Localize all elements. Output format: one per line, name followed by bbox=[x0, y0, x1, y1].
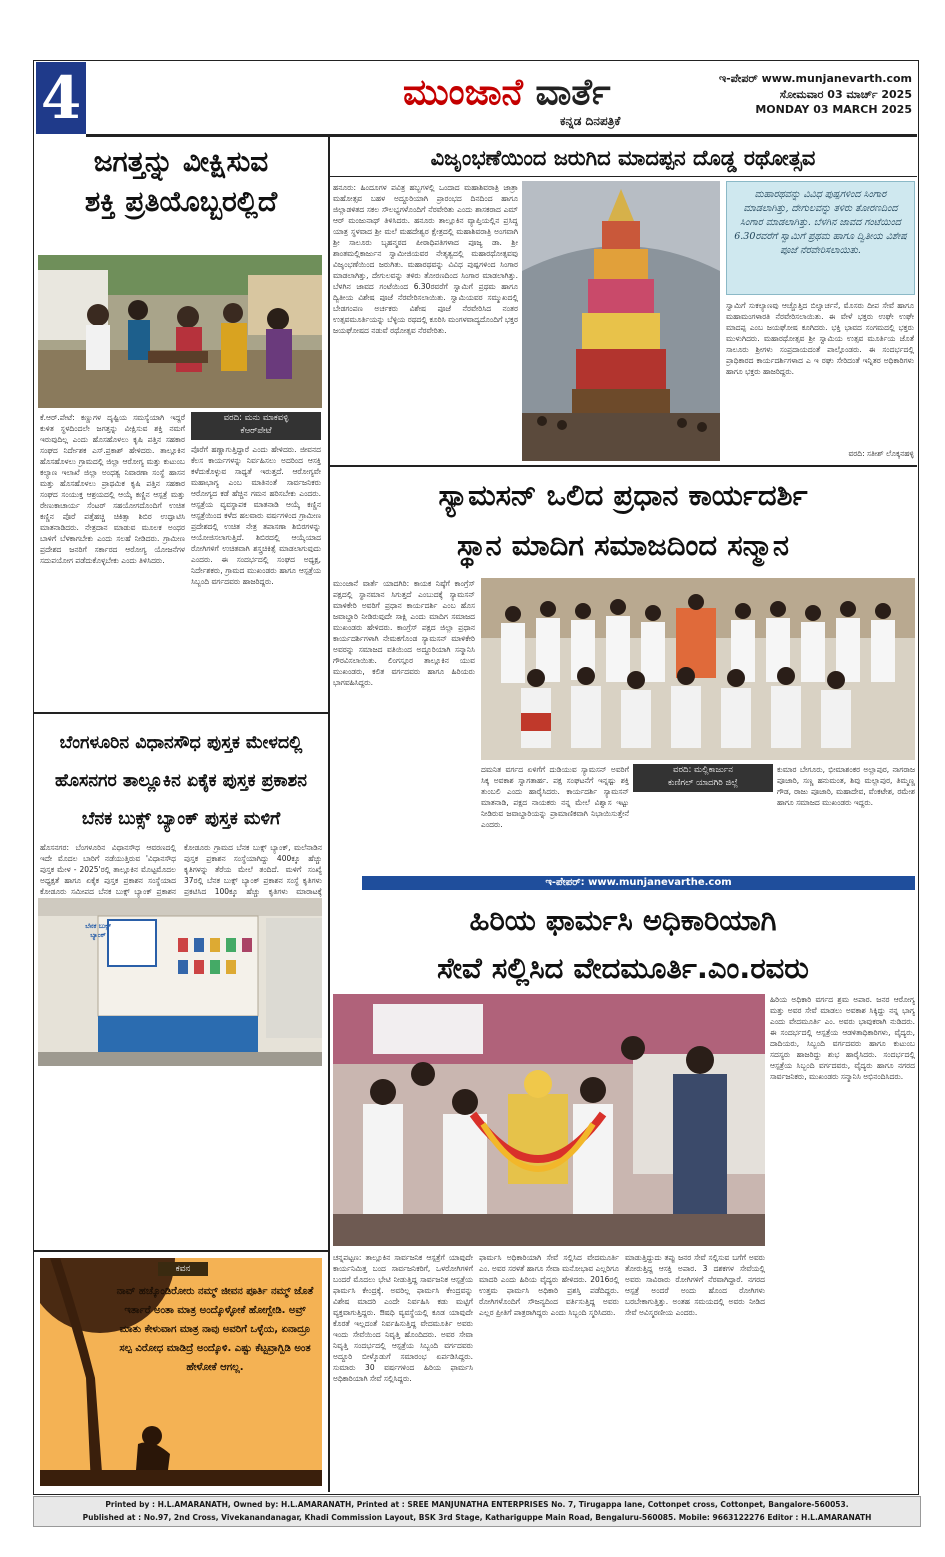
article5-headline bbox=[333, 896, 913, 992]
article5-text-col3: ಮಾಡುತ್ತಿದ್ದುದು ತಪ್ಪು ಜನರ ಸೇವೆ ಸಲ್ಲಿಸುವ ಬಗೆಗೆ ಅವರು ತೋರುತ್ತಿದ್ದ ಆಸಕ್ತಿ ಅಪಾರ. 3 ದಶಕಗಳ ಸೇವೆಯಲ್ಲಿ ಅವರು ಸಾವಿರಾರು ರೋಗಿಗಳಿಗೆ ನೆರವಾಗಿದ್ದಾರೆ. ನಗರದ ಆಸ್ಪತ್ರೆ ಅಂದರೆ ಅಂದು ಹೊಂದ ರೋಗಿಗಳು ಬರಬೇಕಾಗುತ್ತಿತ್ತು. ಅಂತಹ ಸಮಯದಲ್ಲಿ ಅವರು ನೀಡಿದ ಸೇವೆ ಅವಿಸ್ಮರಣೀಯ ಎಂದರು. bbox=[625, 1253, 765, 1317]
felicitation-photo bbox=[481, 578, 915, 760]
article2-headline-rule bbox=[330, 176, 917, 177]
eye-camp-photo bbox=[38, 255, 322, 408]
article3-headline bbox=[333, 470, 913, 570]
article4-text-col1: ಹೊಸನಗರ: ಬೆಂಗಳೂರಿನ ವಿಧಾನಸೌಧ ಆವರಣದಲ್ಲಿ ಇದೇ ಮೊದಲ ಬಾರಿಗೆ ನಡೆಯುತ್ತಿರುವ 'ವಿಧಾನಸೌಧ ಪುಸ್ತಕ ಮೇಳ - 2025'ರಲ್ಲಿ ತಾಲ್ಲೂಕಿನ ಮೊಟ್ಟಮೊದಲ ಅಧ್ಯಕ್ಷತೆ ಹಾಗೂ ಏಕೈಕ ಪುಸ್ತಕ ಪ್ರಕಾಶನ ಸಂಸ್ಥೆಯಾದ ಕೋಡೂರು ಸಮೀಪದ ಬೆನಕ ಬುಕ್ಸ್ ಬ್ಯಾಂಕ್ ಪ್ರಕಾಶನ bbox=[40, 843, 176, 896]
column-divider bbox=[328, 137, 330, 1492]
article5-headline-line2: ಸೇವೆ ಸಲ್ಲಿಸಿದ ವೇದಮೂರ್ತಿ.ಎಂ.ರವರು bbox=[437, 951, 809, 985]
article4-text-col2-cont bbox=[184, 1070, 322, 1246]
article3-byline bbox=[633, 764, 773, 792]
article3-text-col1: ಮುಂಜಾನೆ ವಾರ್ತೆ ಯಾದಗಿರಿ: ಕಾಯಕ ನಿಷ್ಠೆಗೆ ಕಾಂಗ್ರೆಸ್ ಪಕ್ಷದಲ್ಲಿ ಸ್ಥಾನಮಾನ ಸಿಗುತ್ತದೆ ಎಂಬುದಕ್ಕೆ ಸ್ಯಾಮಸನ್ ಮಾಳಿಕೇರಿ ಅವರಿಗೆ ಪ್ರಧಾನ ಕಾರ್ಯದರ್ಶಿ ಎಂಬ ಹೊಸ ಜವಾಬ್ದಾರಿ ನೀಡಿರುವುದೇ ಸಾಕ್ಷಿ ಎಂದು ಮಾದಿಗ ಸಮಾಜದ ಮುಖಂಡರು ಹೇಳಿದರು. ಕಾಂಗ್ರೆಸ್ ಪಕ್ಷದ ಜಿಲ್ಲಾ ಪ್ರಧಾನ ಕಾರ್ಯದರ್ಶಿಗಳಾಗಿ ನೇಮಕಗೊಂಡ ಸ್ಯಾಮಸನ್ ಮಾಳಿಕೇರಿ ಅವರನ್ನು ಸಮಾಜದ ವತಿಯಿಂದ ಅದ್ದೂರಿಯಾಗಿ ಸನ್ಮಾನಿಸಿ ಗೌರವಿಸಲಾಯಿತು. ಲಿಂಗಸ್ಗೂರ ತಾಲ್ಲೂಕಿನ ಯುವ ಮುಖಂಡರು, ಕಲಿತ ವರ್ಗದವರು ಹಾಗೂ ಹಿರಿಯರು ಭಾಗವಹಿಸಿದ್ದರು. bbox=[333, 579, 475, 687]
retirement-photo bbox=[333, 994, 765, 1246]
article2-bottom-rule bbox=[330, 465, 917, 467]
article3-byline-name: ವರದಿ: ಮಲ್ಲಿಕಾರ್ಜುನ bbox=[673, 765, 733, 775]
article4-text-col2: ಕೋಡೂರು ಗ್ರಾಮದ ಬೆನಕ ಬುಕ್ಸ್ ಬ್ಯಾಂಕ್, ಮಲೆನಾಡಿನ ಪುಸ್ತಕ ಪ್ರಕಾಶನ ಸಂಸ್ಥೆಯಾಗಿದ್ದು 400ಕ್ಕೂ ಹೆಚ್ಚು ಕೃತಿಗಳನ್ನು ತೆರೆಯ ಮೇಲೆ ತಂದಿದೆ. ಮಳಿಗೆ ಸಂಖ್ಯೆ 37ರಲ್ಲಿ ಬೆನಕ ಬುಕ್ಸ್ ಬ್ಯಾಂಕ್ ಪ್ರಕಾಶನ ಸಂಸ್ಥೆ ಕೃತಿಗಳು ಪ್ರಕಟಿಸಿದ 100ಕ್ಕೂ ಹೆಚ್ಚು ಕೃತಿಗಳು ಮಾರಾಟಕ್ಕೆ bbox=[184, 843, 322, 896]
article1-bottom-rule bbox=[33, 712, 328, 714]
article5-text-col1: ಚನ್ನಪಟ್ಟಣ: ತಾಲ್ಲೂಕಿನ ಸಾರ್ವಜನಿಕ ಆಸ್ಪತ್ರೆಗೆ ಯಾವುದೇ ಕಾರ್ಯನಿಮಿತ್ತ ಬಂದ ಸಾರ್ವಜನಿಕರಿಗೆ, ಒಳರೋಗಿಗಳಿಗೆ ಬಂದರೆ ಮೊದಲು ಭೇಟಿ ನೀಡುತ್ತಿದ್ದ ಸಾರ್ವಜನಿಕ ಆಸ್ಪತ್ರೆಯ ಫಾರ್ಮಸಿ ಕೇಂದ್ರಕ್ಕೆ. ಅವರಿಲ್ಲ ಫಾರ್ಮಸಿ ಕೇಂದ್ರವನ್ನು ವಿಶೇಷ ಮಾದರಿ ಎಂದೇ ನಿರ್ವಹಿಸಿ ಕಡು ಮಟ್ಟಿಗೆ ವ್ಯಕ್ತವಾಗುತ್ತಿದ್ದರು. ಔಷಧಿ ವ್ಯವಸ್ಥೆಯಲ್ಲಿ ಕೂಡ ಯಾವುದೇ ಕೊರತೆ ಇಲ್ಲದಂತೆ ನಿರ್ವಹಿಸುತ್ತಿದ್ದ ವೇದಮೂರ್ತಿ ಅವರು ಇಂದು ಸೇವೆಯಿಂದ ನಿವೃತ್ತಿ ಹೊಂದಿದರು. ಅವರ ಸೇವಾ ನಿವೃತ್ತಿ ಸಂದರ್ಭದಲ್ಲಿ ಆಸ್ಪತ್ರೆಯ ಸಿಬ್ಬಂದಿ ವರ್ಗದವರು ಅದ್ದೂರಿ ಬೀಳ್ಕೊಡುಗೆ ಸಮಾರಂಭ ಏರ್ಪಡಿಸಿದ್ದರು. ಸುಮಾರು 30 ವರ್ಷಗಳಿಂದ ಹಿರಿಯ ಫಾರ್ಮಸಿ ಅಧಿಕಾರಿಯಾಗಿ ಸೇವೆ ಸಲ್ಲಿಸಿದ್ದರು. bbox=[333, 1253, 473, 1383]
article4-bottom-rule bbox=[33, 1250, 328, 1252]
article5-text-col2: ಫಾರ್ಮಸಿ ಅಧಿಕಾರಿಯಾಗಿ ಸೇವೆ ಸಲ್ಲಿಸಿದ ವೇದಮೂರ್ತಿ ಎಂ. ಅವರ ಸರಳತೆ ಹಾಗೂ ಸೇವಾ ಮನೋಭಾವ ಎಲ್ಲರಿಗೂ ಮಾದರಿ ಎಂದು ಹಿರಿಯ ವೈದ್ಯರು ಹೇಳಿದರು. 2016ರಲ್ಲಿ ಉತ್ತಮ ಫಾರ್ಮಸಿ ಅಧಿಕಾರಿ ಪ್ರಶಸ್ತಿ ಪಡೆದಿದ್ದರು. ರೋಗಿಗಳೊಂದಿಗೆ ಸೌಜನ್ಯದಿಂದ ವರ್ತಿಸುತ್ತಿದ್ದ ಅವರು ಎಲ್ಲರ ಪ್ರೀತಿಗೆ ಪಾತ್ರರಾಗಿದ್ದರು ಎಂದು ಸಿಬ್ಬಂದಿ ಸ್ಮರಿಸಿದರು. bbox=[479, 1253, 619, 1317]
article3-byline-place: ಕುಣಿಗಲ್ ಯಾದಗಿರಿ ಜಿಲ್ಲೆ bbox=[667, 778, 739, 788]
article1-text-col2: ಪೊರೆಗೆ ಹಣ್ಣಾಗುತ್ತಿದ್ದಾರೆ ಎಂದು ಹೇಳಿದರು. ಜೀವನದ ಕೆಲಸ ಕಾರ್ಯಗಳನ್ನು ನಿರ್ವಹಿಸಲು ಅದರಿಂದ ಆಸಕ್ತಿ ಕಳೆದುಕೊಳ್ಳುವ ಸಾಧ್ಯತೆ ಇರುತ್ತದೆ. ಆರೋಗ್ಯವೇ ಮಹಾಭಾಗ್ಯ ಎಂಬ ಮಾತಿನಂತೆ ಸಾರ್ವಜನಿಕರು ಆರೋಗ್ಯದ ಕಡೆ ಹೆಚ್ಚಿನ ಗಮನ ಹರಿಸಬೇಕು ಎಂದರು. ಆಸ್ಪತ್ರೆಯ ವ್ಯವಸ್ಥಾಪಕ ಮಾತನಾಡಿ ಆಯ್ಕೆ ಕಣ್ಣಿನ ಆಸ್ಪತ್ರೆಯಿಂದ ಕಳೆದ ಹಲವಾರು ವರ್ಷಗಳಿಂದ ಗ್ರಾಮೀಣ ಪ್ರದೇಶದಲ್ಲಿ ಉಚಿತ ನೇತ್ರ ತಪಾಸಣಾ ಶಿಬಿರಗಳನ್ನು ಆಯೋಜಿಸಲಾಗುತ್ತಿದೆ. ಶಿಬಿರದಲ್ಲಿ ಆಯ್ಕೆಯಾದ ರೋಗಿಗಳಿಗೆ ಉಚಿತವಾಗಿ ಶಸ್ತ್ರಚಿಕಿತ್ಸೆ ಮಾಡಲಾಗುವುದು ಎಂದರು. ಈ ಸಂದರ್ಭದಲ್ಲಿ ಸಂಘದ ಅಧ್ಯಕ್ಷ, ನಿರ್ದೇಶಕರು, ಗ್ರಾಮದ ಮುಖಂಡರು ಹಾಗೂ ಆಸ್ಪತ್ರೆಯ ಸಿಬ್ಬಂದಿ ವರ್ಗದವರು ಹಾಜರಿದ್ದರು. bbox=[191, 445, 321, 586]
article3-headline-line1: ಸ್ಯಾಮಸನ್ ಒಲಿದ ಪ್ರಧಾನ ಕಾರ್ಯದರ್ಶಿ bbox=[438, 478, 808, 512]
epaper-bar: ಇ-ಪೇಪರ್: www.munjanevarthe.com bbox=[362, 876, 915, 890]
masthead-subtitle: ಕನ್ನಡ ದಿನಪತ್ರಿಕೆ bbox=[560, 114, 621, 128]
article4-headline-line1: ಬೆಂಗಳೂರಿನ ವಿಧಾನಸೌಧ ಪುಸ್ತಕ ಮೇಳದಲ್ಲಿ bbox=[59, 733, 303, 753]
book-stall-sign: ಬೆನಕ ಬುಕ್ಸ್ ಬ್ಯಾಂಕ್ bbox=[85, 922, 111, 939]
article4-headline-line2: ಹೊಸನಗರ ತಾಲ್ಲೂಕಿನ ಏಕೈಕ ಪುಸ್ತಕ ಪ್ರಕಾಶನ bbox=[55, 771, 307, 791]
article1-byline-name: ವರದಿ: ಮನು ಮಾಕವಳ್ಳಿ bbox=[223, 413, 289, 423]
imprint-line2: Published at : No.97, 2nd Cross, Vivekanandanagar, Khadi Commission Layout, BSK 3rd Stage, Kathariguppe Main Road, Bengaluru-560085. Mobile: 9663122276 Editor : H.L.AMARANATH bbox=[82, 1513, 872, 1522]
date-english: MONDAY 03 MARCH 2025 bbox=[755, 103, 912, 116]
article2-headline: ವಿಜೃಂಭಣೆಯಿಂದ ಜರುಗಿದ ಮಾದಪ್ಪನ ದೊಡ್ಡ ರಥೋತ್ಸವ bbox=[430, 146, 816, 170]
article2-byline: ವರದಿ: ಸತೀಶ್ ಲೊಕ್ಕನಹಳ್ಳಿ bbox=[848, 449, 914, 458]
masthead-name-2: ವಾರ್ತೆ bbox=[535, 71, 611, 113]
article5-text-col4: ಹಿರಿಯ ಅಧಿಕಾರಿ ವರ್ಗದ ಶ್ರಮ ಅಪಾರ. ಜನರ ಆರೋಗ್ಯ ಮತ್ತು ಅವರ ಸೇವೆ ಮಾಡಲು ಅವಕಾಶ ಸಿಕ್ಕಿದ್ದು ನನ್ನ ಭಾಗ್ಯ ಎಂದು ವೇದಮೂರ್ತಿ ಎಂ. ಅವರು ಭಾವುಕರಾಗಿ ನುಡಿದರು. ಈ ಸಂದರ್ಭದಲ್ಲಿ ಆಸ್ಪತ್ರೆಯ ಆಡಳಿತಾಧಿಕಾರಿಗಳು, ವೈದ್ಯರು, ದಾದಿಯರು, ಸಿಬ್ಬಂದಿ ವರ್ಗದವರು ಹಾಗೂ ಕುಟುಂಬ ಸದಸ್ಯರು ಹಾಜರಿದ್ದು ಶುಭ ಹಾರೈಸಿದರು. ಸಂದರ್ಭದಲ್ಲಿ ಆಸ್ಪತ್ರೆಯ ಸಿಬ್ಬಂದಿ ವರ್ಗದವರು, ವೈದ್ಯರು ಹಾಗೂ ನಗರದ ಸಾರ್ವಜನಿಕರು, ಮುಖಂಡರು ಸನ್ಮಾನಿಸಿ ಅಭಿನಂದಿಸಿದರು. bbox=[770, 995, 915, 1081]
article2-callout: ಮಹಾರಥವನ್ನು ವಿವಿಧ ಪುಷ್ಪಗಳಿಂದ ಸಿಂಗಾರ ಮಾಡಲಾಗಿತ್ತು, ದೇಗುಲವನ್ನು ತಳಿರು ತೋರಣದಿಂದ ಸಿಂಗಾರ ಮಾಡಲಾಗಿತ್ತು. ಬೆಳಗಿನ ಜಾವದ ಗಂಟೆಯಿಂದ 6.30ರವರೆಗೆ ಸ್ವಾಮಿಗೆ ಪ್ರಥಮ ಹಾಗೂ ದ್ವಿತೀಯ ವಿಶೇಷ ಪೂಜೆ ನೆರವೇರಿಸಲಾಯಿತು. bbox=[726, 181, 915, 295]
date-kannada: ಸೋಮವಾರ 03 ಮಾರ್ಚ್ 2025 bbox=[779, 88, 912, 101]
poem-title: ಕವನ bbox=[158, 1262, 208, 1276]
imprint-line1: Printed by : H.L.AMARANATH, Owned by: H.L.AMARANATH, Printed at : SREE MANJUNATHA ENTERPRISES No. 7, Tirugappa lane, Cottonpet cross, Cottonpet, Bangalore-560053. bbox=[105, 1500, 849, 1509]
page-number: 4 bbox=[36, 62, 86, 134]
article1-headline bbox=[40, 142, 322, 222]
article4-headline bbox=[40, 724, 322, 838]
article3-text-col2: ದಮನಿತ ವರ್ಗದ ಏಳಿಗೆಗೆ ದುಡಿಯುವ ಸ್ಯಾಮಸನ್ ಅವರಿಗೆ ಸಿಕ್ಕ ಅವಕಾಶ ಸ್ವಾಗತಾರ್ಹ. ಪಕ್ಷ ಸಂಘಟನೆಗೆ ಇನ್ನಷ್ಟು ಶಕ್ತಿ ತುಂಬಲಿ ಎಂದು ಹಾರೈಸಿದರು. ಕಾರ್ಯದರ್ಶಿ ಸ್ಯಾಮಸನ್ ಮಾತನಾಡಿ, ಪಕ್ಷದ ನಾಯಕರು ನನ್ನ ಮೇಲೆ ವಿಶ್ವಾಸ ಇಟ್ಟು ನೀಡಿರುವ ಜವಾಬ್ದಾರಿಯನ್ನು ಪ್ರಾಮಾಣಿಕವಾಗಿ ನಿಭಾಯಿಸುತ್ತೇನೆ ಎಂದರು. bbox=[481, 765, 629, 829]
masthead-title bbox=[403, 70, 611, 114]
article3-text-col3: ಕುಮಾರ ಬೇಗೂರು, ಭೀಮಾಶಂಕರ ಅಲ್ಲಾಪುರ, ನಾಗರಾಜ ಪೂಜಾರಿ, ಸಣ್ಣ ಹನುಮಂತ, ಶಿವು ಮಲ್ಲಾಪುರ, ತಿಮ್ಮಣ್ಣ ಗೌಡ, ರಾಜು ಪೂಜಾರಿ, ಮಹಾದೇವ, ವೆಂಕಟೇಶ, ರಮೇಶ ಹಾಗೂ ಸಮಾಜದ ಮುಖಂಡರು ಇದ್ದರು. bbox=[777, 765, 915, 807]
article4-text-col1-cont bbox=[40, 1070, 176, 1246]
article2-text-col1: ಹನೂರು: ಹಿಂದೂಗಳ ಪವಿತ್ರ ಹಬ್ಬಗಳಲ್ಲಿ ಒಂದಾದ ಮಹಾಶಿವರಾತ್ರಿ ಜಾತ್ರಾ ಮಹೋತ್ಸವ ಬಹಳ ಅದ್ದೂರಿಯಾಗಿ ಪ್ರಾರಂಭದ ದಿನದಿಂದ ಹಾಗೂ ಜಿಲ್ಲಾಡಳಿತದ ಸಕಲ ಸೌಲಭ್ಯಗಳೊಂದಿಗೆ ನೆರವೇರಿತು ಎಂದು ಶಾಸಕರಾದ ಎಮ್ ಆರ್ ಮಂಜುನಾಥ್ ತಿಳಿಸಿದರು. ಹನೂರು ತಾಲ್ಲೂಕಿನ ವ್ಯಾಪ್ತಿಯಲ್ಲಿನ ಪ್ರಸಿದ್ಧ ಯಾತ್ರ ಸ್ಥಳವಾದ ಶ್ರೀ ಮಲೆ ಮಹದೇಶ್ವರ ಕ್ಷೇತ್ರದಲ್ಲಿ ಮಹಾಶಿವರಾತ್ರಿ ಅಂಗವಾಗಿ ಶ್ರೀ ಸಾಲೂರು ಬೃಹನ್ಮಠದ ಪೀಠಾಧಿಪತಿಗಳಾದ ಪೂಜ್ಯ ಡಾ. ಶ್ರೀ ಶಾಂತಮಲ್ಲಿಕಾರ್ಜುನ ಸ್ವಾಮೀಜಿಯವರ ನೇತೃತ್ವದಲ್ಲಿ ಮಹಾರಥೋತ್ಸವವು ವಿಜೃಂಭಣೆಯಿಂದ ಜರುಗಿತು. ಮಹಾರಥವನ್ನು ವಿವಿಧ ಪುಷ್ಪಗಳಿಂದ ಸಿಂಗಾರ ಮಾಡಲಾಗಿತ್ತು, ದೇಗುಲವನ್ನು ತಳಿರು ತೋರಣದಿಂದ ಸಿಂಗಾರ ಮಾಡಲಾಗಿತ್ತು. ಬೆಳಗಿನ ಜಾವದ ಗಂಟೆಯಿಂದ 6.30ರವರೆಗೆ ಸ್ವಾಮಿಗೆ ಪ್ರಥಮ ಹಾಗೂ ದ್ವಿತೀಯ ವಿಶೇಷ ಪೂಜೆ ನೆರವೇರಿಸಲಾಯಿತು. ಸ್ವಾಮಿಯವರ ಸಮ್ಮುಖದಲ್ಲಿ ಬೇಡಗಂಪಣ ಅರ್ಚಕರು ವಿಶೇಷ ಪೂಜೆ ನೆರವೇರಿಸಿದ ನಂತರ ಉತ್ಸವಮೂರ್ತಿಯನ್ನು ಬೆಳ್ಳಿಯ ರಥದಲ್ಲಿ ಕೂರಿಸಿ ಮಂಗಳವಾದ್ಯದೊಂದಿಗೆ ಭಕ್ತರ ಜಯಘೋಷದ ನಡುವೆ ರಥೋತ್ಸವ ನೆರವೇರಿತು. bbox=[333, 183, 518, 335]
article4-headline-line3: ಬೆನಕ ಬುಕ್ಸ್ ಬ್ಯಾಂಕ್ ಪುಸ್ತಕ ಮಳಿಗೆ bbox=[81, 809, 281, 829]
poem-box bbox=[40, 1258, 322, 1486]
epaper-label: ಇ-ಪೇಪರ್ www.munjanevarth.com bbox=[718, 72, 912, 85]
poem-text: ನಾವ್ ಹಚ್ಕೊಂಡಿರೋರು ನಮ್ಮ್ ಜೀವನ ಪೂರ್ತಿ ನಮ್ಮ್ ಜೊತೆ ಇರ್ತಾರೆ ಅಂತಾ ಮಾತ್ರ ಅಂದ್ಕೊಳ್ಳೋಕೆ ಹೋಗ್ಬೇಡಿ. ಅವ್ರ್ ಮಾತು ಕೇಳುವಾಗ ಮಾತ್ರ ನಾವು ಅವರಿಗೆ ಒಳ್ಳೆಯ, ಏನಾದ್ರೂ ಸಲ್ಪ ವಿರೋಧ ಮಾಡಿದ್ರೆ ಅಂದ್ಕೊಳಿ. ಎಷ್ಟು ಕೆಟ್ಟವ್ರಾಗ್ಬಿಡಿ ಅಂತ ಹೇಳೋಕೆ ಆಗಲ್ಲ. bbox=[116, 1286, 314, 1373]
article1-headline-line1: ಜಗತ್ತನ್ನು ವೀಕ್ಷಿಸುವ bbox=[93, 145, 269, 178]
article1-byline bbox=[191, 412, 321, 440]
chariot-photo bbox=[522, 181, 720, 461]
header-rule bbox=[86, 134, 917, 137]
article2-text-col2: ಸ್ವಾಮಿಗೆ ಸುಕಲ್ಯಾಣವು ಆಚ್ಚೊತ್ತಿದ ಬಿಲ್ವಾರ್ಚನೆ, ಮೊಸರು ದೀಪ ಸೇವೆ ಹಾಗೂ ಮಹಾಮಂಗಳಾರತಿ ನೆರವೇರಿಸಲಾಯಿತು. ಈ ವೇಳೆ ಭಕ್ತರು ಉಘೇ ಉಘೇ ಮಾದಪ್ಪ ಎಂಬ ಜಯಘೋಷ ಕೂಗಿದರು. ಭಕ್ತಿ ಭಾವದ ಸಂಗಮದಲ್ಲಿ ಭಕ್ತರು ಮುಳುಗಿದರು. ಮಹಾರಥೋತ್ಸವ ಶ್ರೀ ಸ್ವಾಮಿಯ ಉತ್ಸವ ಮೂರ್ತಿಯ ಜೊತೆ ಸಾಲೂರು ಶ್ರೀಗಳು ಸಂಪ್ರದಾಯದಂತೆ ಪಾಲ್ಗೊಂಡರು. ಈ ಸಂದರ್ಭದಲ್ಲಿ ಪ್ರಾಧಿಕಾರದ ಕಾರ್ಯದರ್ಶಿಗಳಾದ ಎ ಇ ರಘು ಸೇರಿದಂತೆ ಇನ್ನಿತರ ಅಧಿಕಾರಿಗಳು ಹಾಗೂ ಭಕ್ತರು ಹಾಜರಿದ್ದರು. bbox=[726, 301, 914, 376]
article1-text-col1: ಕೆ.ಆರ್.ಪೇಟೆ: ಕಣ್ಣುಗಳ ದೃಷ್ಟಿಯ ಸಮಸ್ಯೆಯಾಗಿ ಇದ್ದರೆ ಕುಳಿತ ಸ್ಥಳದಿಂದಲೇ ಜಗತ್ತನ್ನು ವೀಕ್ಷಿಸುವ ಶಕ್ತಿ ನಮಗೆ ಇರುವುದಿಲ್ಲ ಎಂದು ಹೊಸಹೊಳಲು ಕೃಷಿ ಪತ್ತಿನ ಸಹಕಾರ ಸಂಘದ ನಿರ್ದೇಶಕ ಎಸ್.ಪ್ರಕಾಶ್ ಹೇಳಿದರು. ತಾಲ್ಲೂಕಿನ ಹೊಸಹೊಳಲು ಗ್ರಾಮದಲ್ಲಿ ಜಿಲ್ಲಾ ಆರೋಗ್ಯ ಮತ್ತು ಕುಟುಂಬ ಕಲ್ಯಾಣ ಇಲಾಖೆ ಜಿಲ್ಲಾ ಅಂಧತ್ವ ನಿವಾರಣಾ ಸಂಸ್ಥೆ ಹಾಸನ ಮತ್ತು ಹೊಸಹೊಳಲು ಪ್ರಾಥಮಿಕ ಕೃಷಿ ಪತ್ತಿನ ಸಹಕಾರ ಸಂಘದ ಸಂಯುಕ್ತ ಆಶ್ರಯದಲ್ಲಿ ಆಯ್ಕೆ ಕಣ್ಣಿನ ಆಸ್ಪತ್ರೆ ಮತ್ತು ರೇಣುಕಾಚಾರ್ಯ ಸೆಂಟರ್ ಸಹಯೋಗದೊಂದಿಗೆ ಉಚಿತ ಕಣ್ಣಿನ ಪೊರೆ ಪತ್ತೆಹಚ್ಚಿ ಚಿಕಿತ್ಸಾ ಶಿಬಿರ ಉದ್ಘಾಟಿಸಿ ಮಾತನಾಡಿದರು. ನೇತ್ರದಾನ ಮಾಡುವ ಮೂಲಕ ಅಂಧರ ಬಾಳಿಗೆ ಬೆಳಕಾಗಬೇಕು ಎಂದು ಸಲಹೆ ನೀಡಿದರು. ಗ್ರಾಮೀಣ ಪ್ರದೇಶದ ಜನರಿಗೆ ಸರ್ಕಾರದ ಆರೋಗ್ಯ ಯೋಜನೆಗಳ ಸದುಪಯೋಗ ಪಡೆದುಕೊಳ್ಳಬೇಕು ಎಂದು ತಿಳಿಸಿದರು. bbox=[40, 413, 185, 565]
imprint-footer bbox=[33, 1496, 921, 1527]
masthead-name-1: ಮುಂಜಾನೆ bbox=[403, 71, 523, 113]
article5-headline-line1: ಹಿರಿಯ ಫಾರ್ಮಸಿ ಅಧಿಕಾರಿಯಾಗಿ bbox=[469, 903, 777, 937]
article3-headline-line2: ಸ್ಥಾನ ಮಾದಿಗ ಸಮಾಜದಿಂದ ಸನ್ಮಾನ bbox=[456, 528, 790, 562]
article1-headline-line2: ಶಕ್ತಿ ಪ್ರತಿಯೊಬ್ಬರಲ್ಲಿದೆ bbox=[84, 185, 278, 218]
article1-byline-place: ಕೆಆರ್‌ಪೇಟೆ bbox=[240, 426, 272, 436]
